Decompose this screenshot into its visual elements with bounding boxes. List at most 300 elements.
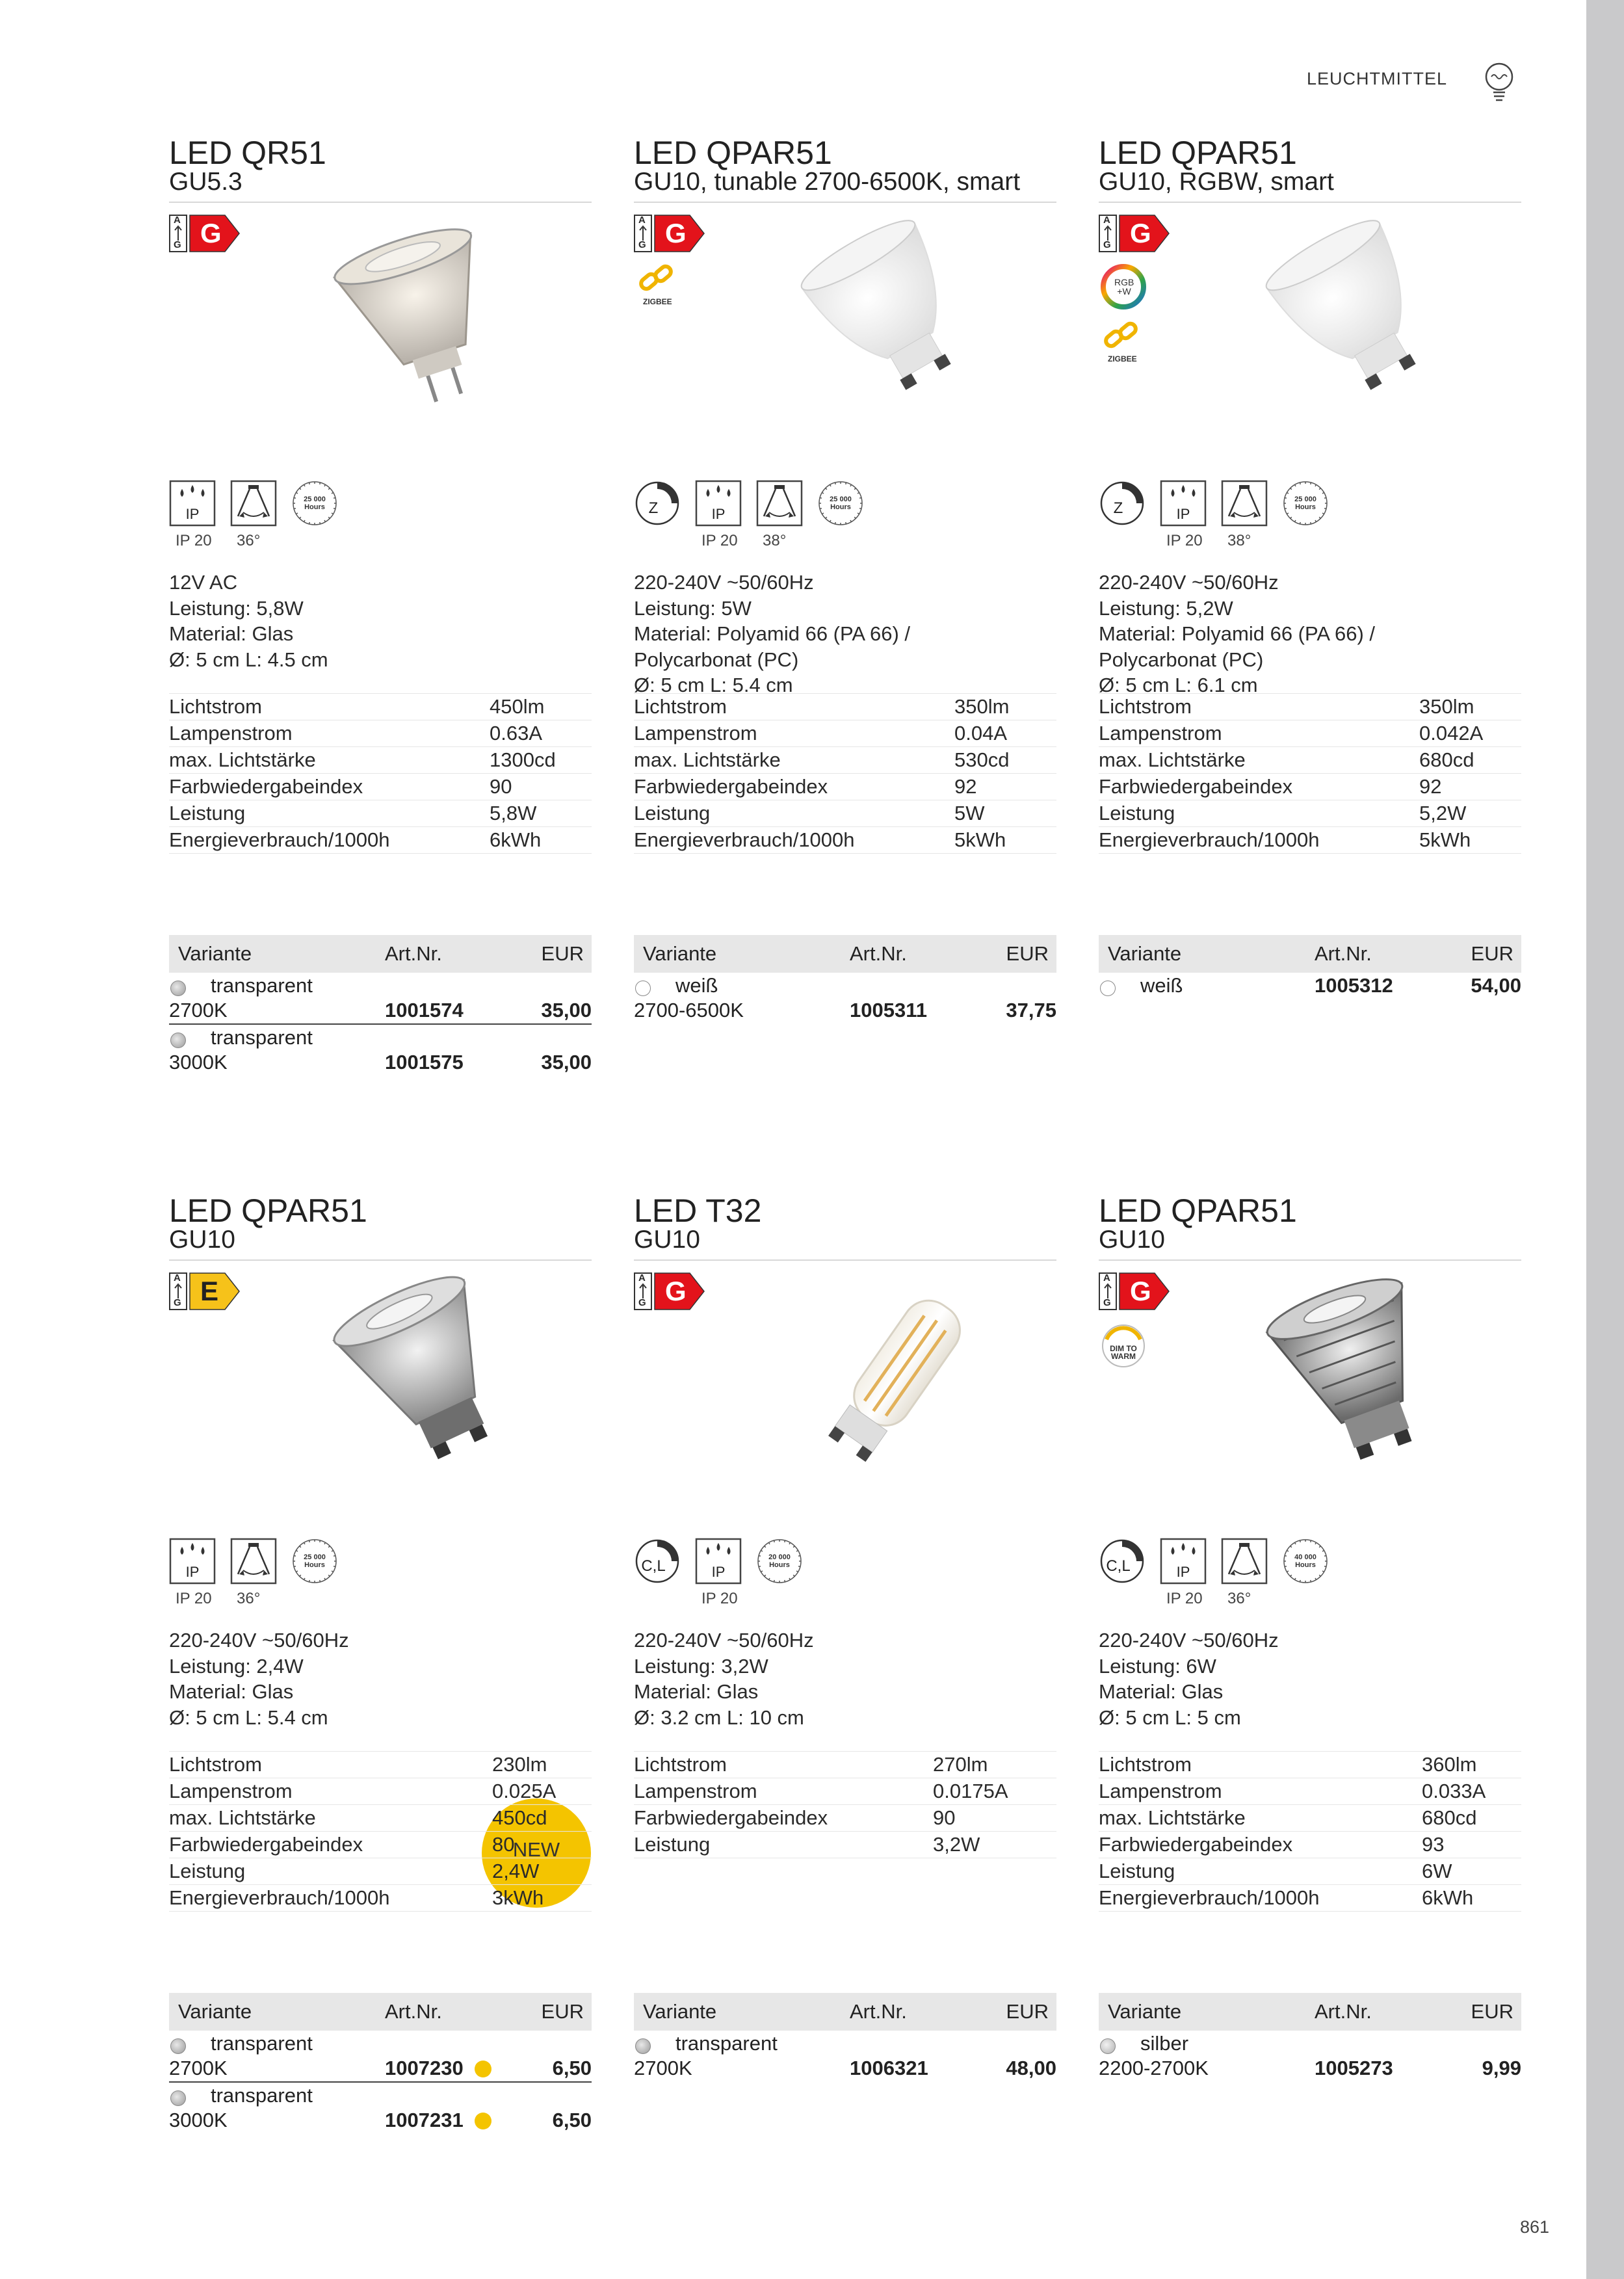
spec-row	[169, 827, 592, 854]
beam-angle-icon	[1221, 1538, 1268, 1585]
variant-header	[169, 1993, 592, 2031]
feature-badges	[634, 262, 683, 319]
variant-column-header: Variante	[643, 942, 717, 965]
feature-icons	[634, 480, 1056, 551]
energy-label	[169, 215, 241, 252]
spec-row	[1099, 1885, 1521, 1912]
color-swatch	[635, 981, 651, 996]
title-divider	[169, 202, 592, 203]
page-number: 861	[1520, 2217, 1550, 2237]
variant-table	[1099, 1993, 1521, 2081]
spec-row	[169, 747, 592, 774]
variant-column-header: Variante	[643, 2000, 717, 2023]
spec-row	[634, 693, 1056, 720]
variant-row[interactable]	[1099, 973, 1521, 1003]
svg-text:IP: IP	[1176, 1564, 1190, 1580]
spec-row	[169, 693, 592, 720]
energy-scale-top: A	[174, 215, 181, 226]
spec-row	[169, 1885, 592, 1912]
feature-badges	[1099, 1320, 1148, 1377]
energy-scale-top: A	[1103, 1272, 1110, 1284]
spec-row	[169, 1751, 592, 1778]
icon-caption: IP 20	[701, 532, 738, 549]
variant-color-temp: 2700K	[169, 999, 228, 1021]
article-number: 1006321	[850, 2057, 928, 2079]
price: 9,99	[1482, 2057, 1521, 2079]
price-column-header: EUR	[1006, 2000, 1049, 2023]
energy-class: G	[200, 218, 222, 248]
description-line: Material: Polyamid 66 (PA 66) /	[1099, 622, 1375, 645]
icon-caption: 36°	[1227, 1590, 1251, 1607]
spec-value: 90	[933, 1806, 956, 1829]
spec-label: Energieverbrauch/1000h	[1099, 1886, 1320, 1909]
spec-row	[634, 774, 1056, 800]
dimmable-label: Z	[1113, 499, 1123, 517]
feature-icons	[1099, 1538, 1521, 1609]
product-card	[634, 135, 1056, 1098]
variant-row[interactable]	[634, 973, 1056, 1023]
spec-value: 680cd	[1419, 748, 1474, 771]
page-side-tab	[1586, 0, 1624, 2279]
spec-value: 0.0175A	[933, 1780, 1008, 1802]
price: 35,00	[541, 999, 592, 1021]
variant-name: transparent	[211, 1026, 313, 1049]
lifetime-icon	[756, 1538, 803, 1585]
beam-angle-icon	[1221, 480, 1268, 527]
product-subtitle: GU10	[634, 1226, 700, 1254]
zigbee-label: ZIGBEE	[1108, 354, 1137, 363]
spec-label: Energieverbrauch/1000h	[634, 828, 855, 851]
spec-label: Energieverbrauch/1000h	[169, 1886, 390, 1909]
spec-value: 270lm	[933, 1753, 988, 1776]
spec-value: 350lm	[1419, 695, 1474, 718]
spec-value: 5,8W	[490, 802, 537, 824]
variant-name: transparent	[211, 974, 313, 997]
spec-label: max. Lichtstärke	[1099, 748, 1246, 771]
spec-label: Leistung	[1099, 1860, 1175, 1882]
energy-scale-bottom: G	[174, 239, 181, 250]
product-card	[169, 1193, 592, 2155]
description-line: 12V AC	[169, 571, 238, 594]
spec-value: 0.63A	[490, 722, 543, 744]
spec-row	[169, 1805, 592, 1832]
spec-value: 5,2W	[1419, 802, 1467, 824]
energy-class: E	[200, 1276, 219, 1306]
spec-row	[1099, 693, 1521, 720]
spec-row	[169, 800, 592, 827]
variant-color-temp: 2200-2700K	[1099, 2057, 1209, 2079]
lifetime-hours: 25 000	[304, 495, 326, 503]
price-column-header: EUR	[1006, 942, 1049, 965]
spec-label: max. Lichtstärke	[169, 748, 316, 771]
artnr-column-header: Art.Nr.	[385, 942, 442, 965]
price: 48,00	[1006, 2057, 1056, 2079]
ip-drops-icon	[695, 1538, 742, 1585]
description-line: Leistung: 6W	[1099, 1654, 1216, 1678]
icon-caption: IP 20	[701, 1590, 738, 1607]
rgbw-icon	[1099, 262, 1148, 311]
spec-value: 0.025A	[492, 1780, 557, 1802]
spec-label: Farbwiedergabeindex	[634, 775, 828, 798]
dimmable-icon	[634, 480, 681, 527]
energy-scale-bottom: G	[1103, 239, 1111, 250]
spec-label: Farbwiedergabeindex	[169, 1833, 363, 1856]
variant-column-header: Variante	[178, 2000, 252, 2023]
description-line: Polycarbonat (PC)	[634, 648, 799, 671]
feature-icons	[1099, 480, 1521, 551]
variant-color-temp: 3000K	[169, 1051, 228, 1074]
variant-name: weiß	[675, 974, 718, 997]
spec-row	[1099, 1805, 1521, 1832]
title-divider	[634, 202, 1056, 203]
product-subtitle: GU5.3	[169, 168, 242, 196]
price: 37,75	[1006, 999, 1056, 1021]
spec-label: Lichtstrom	[634, 1753, 727, 1776]
description-line: Ø: 3.2 cm L: 10 cm	[634, 1706, 804, 1729]
product-photo	[738, 1265, 1037, 1525]
energy-scale-bottom: G	[174, 1297, 181, 1308]
article-number: 1005312	[1315, 974, 1393, 997]
spec-label: Lichtstrom	[634, 695, 727, 718]
spec-value: 5kWh	[1419, 828, 1471, 851]
spec-row	[634, 1778, 1056, 1805]
variant-color-temp: 2700K	[169, 2057, 228, 2079]
zigbee-icon	[634, 262, 683, 311]
product-description	[169, 1627, 349, 1730]
product-subtitle: GU10, RGBW, smart	[1099, 168, 1334, 196]
energy-scale-top: A	[638, 1272, 646, 1284]
description-line: Ø: 5 cm L: 5.4 cm	[169, 1706, 328, 1729]
price: 6,50	[552, 2057, 592, 2079]
spec-label: Lampenstrom	[634, 1780, 757, 1802]
artnr-column-header: Art.Nr.	[1315, 942, 1372, 965]
zigbee-label: ZIGBEE	[643, 297, 672, 306]
spec-row	[634, 747, 1056, 774]
spec-row	[1099, 1778, 1521, 1805]
variant-row[interactable]	[169, 2083, 592, 2133]
lifetime-unit: Hours	[830, 503, 851, 511]
product-title: LED QPAR51	[1099, 1192, 1297, 1229]
title-divider	[1099, 202, 1521, 203]
variant-table	[169, 935, 592, 1075]
variant-row[interactable]	[169, 1025, 592, 1075]
color-swatch	[1100, 981, 1116, 996]
new-marker-dot	[475, 2061, 491, 2077]
spec-value: 5W	[954, 802, 985, 824]
energy-label	[1099, 1272, 1170, 1310]
variant-header	[634, 935, 1056, 973]
spec-label: Energieverbrauch/1000h	[1099, 828, 1320, 851]
spec-table	[634, 1751, 1056, 1858]
description-line: 220-240V ~50/60Hz	[634, 1629, 814, 1652]
article-number: 1001574	[385, 999, 464, 1021]
variant-row[interactable]	[169, 2031, 592, 2083]
price: 6,50	[552, 2109, 592, 2131]
color-swatch	[170, 2090, 186, 2106]
variant-name: transparent	[675, 2032, 778, 2055]
dimmable-icon	[634, 1538, 681, 1585]
spec-label: Leistung	[1099, 802, 1175, 824]
svg-text:IP: IP	[185, 506, 200, 522]
feature-badges	[1099, 262, 1148, 376]
spec-row	[169, 1778, 592, 1805]
lifetime-hours: 25 000	[304, 1553, 326, 1561]
lifetime-icon	[291, 480, 338, 527]
energy-scale-bottom: G	[1103, 1297, 1111, 1308]
spec-label: Lampenstrom	[1099, 722, 1222, 744]
article-number: 1001575	[385, 1051, 464, 1074]
product-photo	[738, 207, 1037, 467]
product-description	[1099, 1627, 1279, 1730]
spec-row	[1099, 800, 1521, 827]
artnr-column-header: Art.Nr.	[850, 2000, 907, 2023]
description-line: Ø: 5 cm L: 6.1 cm	[1099, 674, 1258, 696]
energy-scale-bottom: G	[638, 239, 646, 250]
product-title: LED QPAR51	[634, 135, 832, 171]
lifetime-hours: 40 000	[1294, 1553, 1316, 1561]
price-column-header: EUR	[1471, 2000, 1513, 2023]
spec-label: max. Lichtstärke	[169, 1806, 316, 1829]
spec-label: Lichtstrom	[1099, 695, 1192, 718]
energy-scale-top: A	[638, 215, 646, 226]
product-description	[634, 1627, 814, 1730]
product-title: LED QR51	[169, 135, 326, 171]
variant-name: silber	[1140, 2032, 1189, 2055]
description-line: Leistung: 5,8W	[169, 596, 304, 620]
artnr-column-header: Art.Nr.	[850, 942, 907, 965]
dim-to-warm-icon	[1099, 1320, 1148, 1369]
spec-row	[1099, 1751, 1521, 1778]
spec-value: 3kWh	[492, 1886, 544, 1909]
spec-label: Lampenstrom	[169, 1780, 293, 1802]
variant-header	[634, 1993, 1056, 2031]
energy-scale-top: A	[1103, 215, 1110, 226]
spec-row	[634, 1751, 1056, 1778]
spec-row	[634, 827, 1056, 854]
new-badge-label: NEW	[512, 1838, 560, 1861]
variant-row[interactable]	[169, 973, 592, 1025]
lifetime-hours: 20 000	[768, 1553, 791, 1561]
product-title: LED QPAR51	[169, 1192, 367, 1229]
variant-row[interactable]	[1099, 2031, 1521, 2081]
article-number: 1005273	[1315, 2057, 1393, 2079]
spec-value: 92	[1419, 775, 1442, 798]
article-number: 1007230	[385, 2057, 464, 2079]
svg-text:IP: IP	[711, 506, 726, 522]
spec-value: 6kWh	[490, 828, 542, 851]
lifetime-icon	[1282, 480, 1329, 527]
product-description	[634, 570, 910, 698]
variant-table	[1099, 935, 1521, 1003]
variant-name: weiß	[1140, 974, 1183, 997]
dimmable-icon	[1099, 480, 1146, 527]
spec-row	[634, 1805, 1056, 1832]
spec-row	[1099, 827, 1521, 854]
description-line: 220-240V ~50/60Hz	[1099, 571, 1279, 594]
lightbulb-icon	[1482, 61, 1516, 104]
svg-text:IP: IP	[185, 1564, 200, 1580]
spec-label: Lichtstrom	[169, 695, 262, 718]
svg-text:IP: IP	[1176, 506, 1190, 522]
feature-icons	[169, 1538, 592, 1609]
spec-value: 80	[492, 1833, 515, 1856]
price-column-header: EUR	[541, 942, 584, 965]
product-card	[1099, 135, 1521, 1098]
dimmable-label: C,L	[641, 1557, 666, 1575]
variant-name: transparent	[211, 2084, 313, 2107]
spec-table	[1099, 1751, 1521, 1912]
article-number: 1005311	[850, 999, 927, 1021]
zigbee-icon	[1099, 319, 1148, 369]
ip-drops-icon	[1160, 480, 1207, 527]
variant-row[interactable]	[634, 2031, 1056, 2081]
variant-color-temp: 2700-6500K	[634, 999, 744, 1021]
spec-label: Farbwiedergabeindex	[1099, 775, 1293, 798]
energy-scale-top: A	[174, 1272, 181, 1284]
spec-row	[634, 720, 1056, 747]
spec-label: max. Lichtstärke	[634, 748, 781, 771]
beam-angle-icon	[230, 1538, 277, 1585]
variant-table	[634, 1993, 1056, 2081]
color-swatch	[635, 2038, 651, 2054]
description-line: 220-240V ~50/60Hz	[169, 1629, 349, 1652]
lifetime-icon	[1282, 1538, 1329, 1585]
spec-label: Energieverbrauch/1000h	[169, 828, 390, 851]
color-swatch	[170, 2038, 186, 2054]
section-label: LEUCHTMITTEL	[1307, 69, 1448, 88]
dimmable-label: C,L	[1106, 1557, 1131, 1575]
dim-to-warm-label: DIM TO WARM	[1110, 1344, 1137, 1361]
spec-value: 450lm	[490, 695, 545, 718]
variant-header	[169, 935, 592, 973]
title-divider	[1099, 1259, 1521, 1261]
spec-table	[1099, 693, 1521, 854]
spec-label: Leistung	[169, 802, 246, 824]
spec-value: 2,4W	[492, 1860, 540, 1882]
spec-table	[634, 693, 1056, 854]
energy-label	[634, 1272, 705, 1310]
color-swatch	[170, 1033, 186, 1048]
spec-label: max. Lichtstärke	[1099, 1806, 1246, 1829]
spec-value: 3,2W	[933, 1833, 980, 1856]
spec-row	[1099, 1858, 1521, 1885]
spec-label: Leistung	[634, 802, 711, 824]
description-line: Ø: 5 cm L: 5 cm	[1099, 1706, 1241, 1729]
icon-caption: 38°	[1227, 532, 1251, 549]
product-card	[1099, 1193, 1521, 2155]
energy-class: G	[1130, 1276, 1151, 1306]
title-divider	[169, 1259, 592, 1261]
spec-value: 0.033A	[1422, 1780, 1486, 1802]
spec-label: Farbwiedergabeindex	[634, 1806, 828, 1829]
spec-value: 6kWh	[1422, 1886, 1474, 1909]
variant-header	[1099, 935, 1521, 973]
spec-row	[169, 1858, 592, 1885]
spec-table	[169, 693, 592, 854]
lifetime-unit: Hours	[1295, 1561, 1316, 1569]
description-line: Leistung: 3,2W	[634, 1654, 768, 1678]
spec-label: Leistung	[169, 1860, 246, 1882]
spec-label: Farbwiedergabeindex	[169, 775, 363, 798]
color-swatch	[1100, 2038, 1116, 2054]
variant-column-header: Variante	[1108, 942, 1182, 965]
spec-label: Lampenstrom	[1099, 1780, 1222, 1802]
variant-column-header: Variante	[1108, 2000, 1182, 2023]
spec-value: 92	[954, 775, 977, 798]
description-line: Ø: 5 cm L: 4.5 cm	[169, 648, 328, 671]
lifetime-hours: 25 000	[1294, 495, 1316, 503]
spec-row	[634, 1832, 1056, 1858]
lifetime-unit: Hours	[304, 1561, 325, 1569]
description-line: Material: Glas	[634, 1680, 759, 1703]
spec-label: Lichtstrom	[1099, 1753, 1192, 1776]
lifetime-unit: Hours	[1295, 503, 1316, 511]
description-line: Leistung: 5W	[634, 596, 752, 620]
spec-value: 680cd	[1422, 1806, 1477, 1829]
spec-label: Lampenstrom	[634, 722, 757, 744]
product-photo	[273, 1265, 572, 1525]
spec-value: 1300cd	[490, 748, 556, 771]
spec-value: 6W	[1422, 1860, 1452, 1882]
icon-caption: 38°	[763, 532, 787, 549]
spec-value: 360lm	[1422, 1753, 1477, 1776]
variant-column-header: Variante	[178, 942, 252, 965]
spec-table	[169, 1751, 592, 1912]
spec-row	[1099, 1832, 1521, 1858]
variant-header	[1099, 1993, 1521, 2031]
product-photo	[1203, 1265, 1502, 1525]
icon-caption: IP 20	[1166, 1590, 1203, 1607]
product-card	[169, 135, 592, 1098]
icon-caption: IP 20	[176, 1590, 212, 1607]
variant-table	[634, 935, 1056, 1023]
energy-label	[1099, 215, 1170, 252]
variant-name: transparent	[211, 2032, 313, 2055]
description-line: Leistung: 5,2W	[1099, 596, 1233, 620]
icon-caption: 36°	[237, 1590, 261, 1607]
description-line: 220-240V ~50/60Hz	[634, 571, 814, 594]
variant-color-temp: 2700K	[634, 2057, 692, 2079]
rgbw-label: RGB +W	[1114, 277, 1134, 296]
description-line: Material: Polyamid 66 (PA 66) /	[634, 622, 910, 645]
feature-icons	[169, 480, 592, 551]
product-photo	[1203, 207, 1502, 467]
artnr-column-header: Art.Nr.	[385, 2000, 442, 2023]
product-title: LED QPAR51	[1099, 135, 1297, 171]
energy-label	[634, 215, 705, 252]
variant-color-temp: 3000K	[169, 2109, 228, 2131]
energy-scale-bottom: G	[638, 1297, 646, 1308]
spec-label: Lichtstrom	[169, 1753, 262, 1776]
lifetime-unit: Hours	[304, 503, 325, 511]
product-subtitle: GU10, tunable 2700-6500K, smart	[634, 168, 1021, 196]
spec-value: 350lm	[954, 695, 1010, 718]
title-divider	[634, 1259, 1056, 1261]
description-line: Material: Glas	[1099, 1680, 1224, 1703]
price-column-header: EUR	[1471, 942, 1513, 965]
spec-row	[1099, 720, 1521, 747]
new-marker-dot	[475, 2113, 491, 2129]
energy-class: G	[665, 1276, 687, 1306]
color-swatch	[170, 981, 186, 996]
spec-row	[169, 1832, 592, 1858]
energy-label	[169, 1272, 241, 1310]
beam-angle-icon	[230, 480, 277, 527]
product-title: LED T32	[634, 1192, 762, 1229]
icon-caption: IP 20	[1166, 532, 1203, 549]
spec-label: Lampenstrom	[169, 722, 293, 744]
spec-value: 93	[1422, 1833, 1445, 1856]
